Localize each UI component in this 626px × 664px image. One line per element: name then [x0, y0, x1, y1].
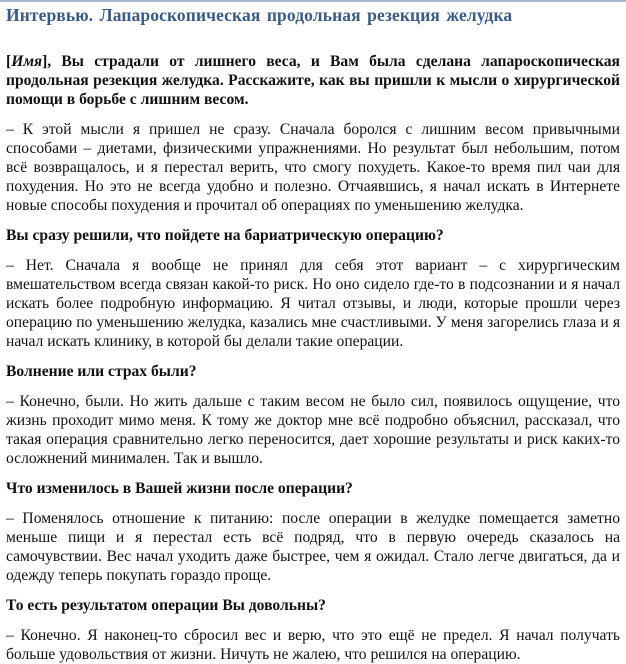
intro-question — [6, 52, 620, 109]
answer-5: – Конечно. Я наконец-то сбросил вес и верю, что это ещё не предел. Я начал получать больше удовольствия от жизни. Ничуть не жалею, что решился на операцию. — [6, 627, 620, 663]
interview-document — [6, 0, 620, 664]
answer-4: – Поменялось отношение к питанию: после операции в желудке помещается заметно меньше пищи и я перестал есть всё подряд, что в первую очередь сказалось на самочувствии. Вес начал уходить даже быстрее, чем я ожидал. Стало легче двигаться, да и одежду теперь покупать гораздо проще. — [6, 510, 620, 584]
document-title: Интервью. Лапароскопическая продольная резекция желудка — [6, 5, 513, 25]
name-placeholder: Имя — [11, 53, 43, 70]
intro-question-text: , Вы страдали от лишнего веса, и Вам была сделана лапароскопическая продольная резекция желудка. Расскажите, как вы пришли к мысли о хирургической помощи в борьбе с лишним весом. — [6, 53, 620, 108]
intro-bracket-open: [ — [6, 53, 12, 70]
question-3: Волнение или страх были? — [6, 363, 197, 380]
answer-2: – Нет. Сначала я вообще не принял для себя этот вариант – с хирургическим вмешательством всегда связан какой-то риск. Но оно сидело где-то в подсознании и я начал искать более подробную информацию. Я читал отзывы, и люди, которые прошли через операцию по уменьшению желудка, казались мне счастливыми. У меня загорелись глаза и я начал искать клинику, в которой бы делали такие операции. — [6, 257, 620, 350]
question-4: Что изменилось в Вашей жизни после операции? — [6, 480, 353, 497]
intro-bracket-close: ] — [42, 53, 48, 70]
question-5: То есть результатом операции Вы довольны? — [6, 597, 326, 614]
answer-3: – Конечно, были. Но жить дальше с таким весом не было сил, появилось ощущение, что жизнь проходит мимо меня. К тому же доктор мне всё подробно объяснил, рассказал, что такая операция сравнительно легко переносится, дает хорошие результаты и риск каких-то осложнений минимален. Так и вышло. — [6, 393, 620, 467]
question-2: Вы сразу решили, что пойдете на бариатрическую операцию? — [6, 227, 444, 244]
answer-1: – К этой мысли я пришел не сразу. Сначала боролся с лишним весом привычными способами – диетами, физическими упражнениями. Но результат был небольшим, потом всё возвращалось, и я перестал верить, что смогу похудеть. Какое-то время пил чаи для похудения. Но это не всегда удобно и полезно. Отчаявшись, я начал искать в Интернете новые способы похудения и прочитал об операциях по уменьшению желудка. — [6, 121, 620, 214]
